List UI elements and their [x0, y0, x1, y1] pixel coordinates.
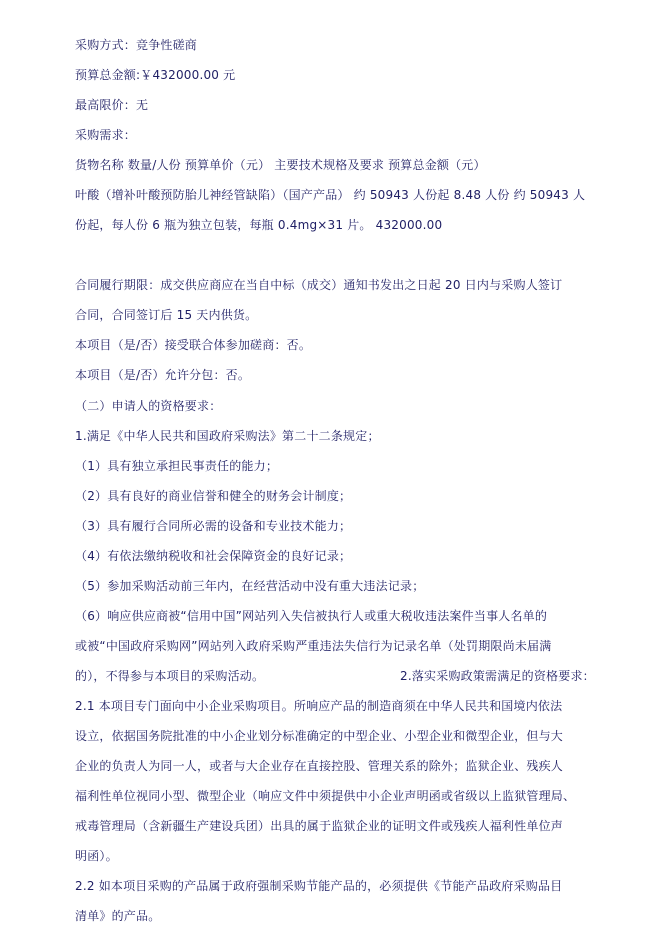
budget-total: 预算总金额:￥432000.00 元: [75, 68, 236, 82]
qualification-2-1-line-3: 企业的负责人为同一人，或者与大企业存在直接控股、管理关系的除外；监狱企业、残疾人: [75, 759, 564, 773]
qualification-2-1-line-5: 戒毒管理局（含新疆生产建设兵团）出具的属于监狱企业的证明文件或残疾人福利性单位声: [75, 819, 564, 833]
qualification-2-heading: 2.落实采购政策需满足的资格要求：: [400, 669, 595, 683]
goods-row-line-2: 份起，每人份 6 瓶为独立包装，每瓶 0.4mg×31 片。 432000.00: [75, 218, 443, 232]
qualification-heading: （二）申请人的资格要求：: [75, 399, 222, 413]
consortium-clause: 本项目（是/否）接受联合体参加磋商：否。: [75, 338, 312, 352]
qualification-2-2-line-1: 2.2 如本项目采购的产品属于政府强制采购节能产品的，必须提供《节能产品政府采购品目: [75, 879, 563, 893]
goods-row-line-1: 叶酸（增补叶酸预防胎儿神经管缺陷）（国产产品） 约 50943 人份起 8.48 人份 约 50943 人: [75, 188, 586, 202]
qualification-1-2: （2）具有良好的商业信誉和健全的财务会计制度；: [75, 489, 352, 503]
qualification-2-1-line-6: 明函）。: [75, 849, 118, 863]
qualification-1-4: （4）有依法缴纳税收和社会保障资金的良好记录；: [75, 549, 352, 563]
requirements-heading: 采购需求：: [75, 128, 137, 142]
qualification-2-2-line-2: 清单》的产品。: [75, 909, 161, 923]
qualification-1-6-line-2: 或被“中国政府采购网”网站列入政府采购严重违法失信行为记录名单（处罚期限尚未届满: [75, 639, 552, 653]
qualification-1-6-line-3: [75, 669, 615, 683]
qualification-2-1-line-1: 2.1 本项目专门面向中小企业采购项目。所响应产品的制造商须在中华人民共和国境内依法: [75, 699, 563, 713]
qualification-1-1: （1）具有独立承担民事责任的能力；: [75, 459, 279, 473]
procurement-method: 采购方式：竞争性磋商: [75, 38, 198, 52]
subcontract-clause: 本项目（是/否）允许分包：否。: [75, 368, 251, 382]
qualification-1: 1.满足《中华人民共和国政府采购法》第二十二条规定；: [75, 429, 380, 443]
qualification-1-3: （3）具有履行合同所必需的设备和专业技术能力；: [75, 519, 352, 533]
qualification-2-1-line-2: 设立，依据国务院批准的中小企业划分标准确定的中型企业、小型企业和微型企业，但与大: [75, 729, 564, 743]
qualification-1-5: （5）参加采购活动前三年内，在经营活动中没有重大违法记录；: [75, 579, 425, 593]
contract-term-line-1: 合同履行期限：成交供应商应在当自中标（成交）通知书发出之日起 20 日内与采购人签订: [75, 278, 563, 292]
qualification-2-1-line-4: 福利性单位视同小型、微型企业（响应文件中须提供中小企业声明函或省级以上监狱管理局、: [75, 789, 576, 803]
max-price: 最高限价：无: [75, 98, 149, 112]
qualification-1-6-line-1: （6）响应供应商被“信用中国”网站列入失信被执行人或重大税收违法案件当事人名单的: [75, 609, 548, 623]
goods-table-header: 货物名称 数量/人份 预算单价（元） 主要技术规格及要求 预算总金额（元）: [75, 158, 486, 172]
contract-term-line-2: 合同，合同签订后 15 天内供货。: [75, 308, 258, 322]
qualification-1-6-tail: 的），不得参与本项目的采购活动。: [75, 669, 265, 683]
